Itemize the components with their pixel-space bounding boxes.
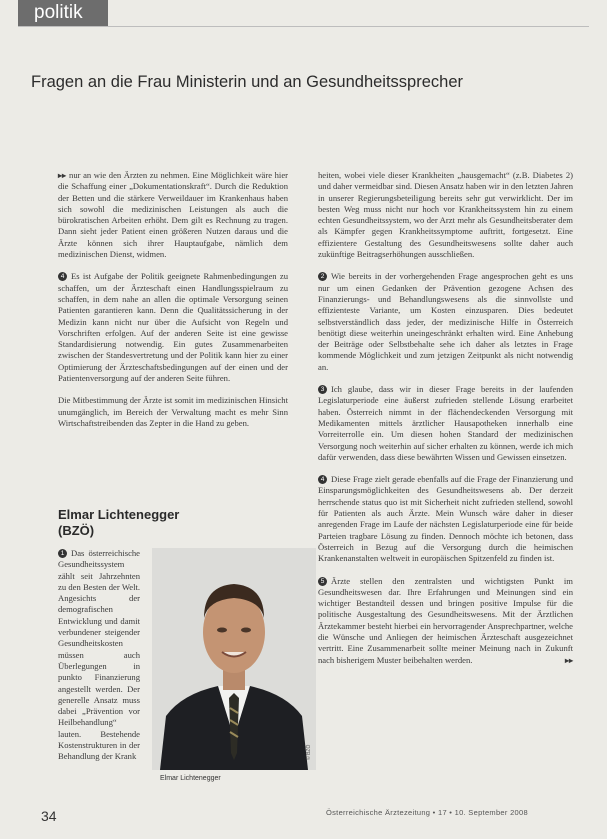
paragraph: 4 Es ist Aufgabe der Politik geeignete Rahmenbedingungen zu schaffen, um der Ärzteschaft einen Handlungsspielraum zu schaffen, in dem nahe an allen die optimale Versorgung seinen Patienten garantieren kann. Denn die Qualitätssicherung in der Medizin kann nicht nur über die Aufsicht von Regeln und Vorschriften erfolgen. Auf der anderen Seite ist eine gewisse Standardisierung notwendig. Ein gutes Zusammenarbeiten zwischen der Standesvertretung und der Politik kann hier zu einer Optimierung der Ärzteschaftsbedingungen auf der einen und der Patientenversorgung auf der anderen Seite führen. <box>58 271 288 384</box>
answer-number: 1 <box>58 549 67 558</box>
portrait-illustration <box>152 548 316 770</box>
arrow-icon: ▸▸ <box>58 171 67 180</box>
end-mark-icon: ▸▸ <box>564 655 573 665</box>
footer-text: Österreichische Ärztezeitung • 17 • 10. September 2008 <box>326 808 528 817</box>
answer-number: 4 <box>318 475 327 484</box>
photo-credit: © BZÖ <box>306 744 312 760</box>
wrap-column: 1 Das österreichische Gesundheitssystem zählt seit Jahrzehnten zu den Besten der Welt. Angesichts der demografischen Entwicklung und damit verbundener steigender Gesundheitskosten müssen auch Überlegungen in punkto Finanzierung angestellt werden. Der generelle Ansatz muss dabei „Prävention vor Heilbehandlung“ lauten. Bestehende Kostenstrukturen in der Behandlung der Krank <box>58 548 140 762</box>
portrait-photo <box>152 548 316 770</box>
left-column <box>58 170 288 440</box>
paragraph: 2 Wie bereits in der vorhergehenden Frage angesprochen geht es uns nur um einen Gedanken der Prävention gezogene Achsen des Finanzierungs- und Behandlungswesens als die sinnvollste und effizienteste Variante, um Kosten einzusparen. Dies bedeutet selbstverständlich dass jeder, der medizinische Hilfe in Österreich benötigt diese weiterhin uneingeschränkt erhalten wird. Eine Anhebung der Beiträge oder Selbstbehalte sehe ich daher als letztes in Frage kommende Möglichkeit und zum jetzigen Zeitpunkt als nicht notwendig an. <box>318 271 573 372</box>
speaker-party: (BZÖ) <box>58 523 95 538</box>
answer-number: 5 <box>318 577 327 586</box>
header-rule <box>18 26 589 27</box>
page-number: 34 <box>41 808 57 824</box>
answer-number: 3 <box>318 385 327 394</box>
paragraph: 5 Ärzte stellen den zentralsten und wichtigsten Punkt im Gesundheitswesen dar. Ihre Erfahrungen und Meinungen sind ein wichtiger Bestandteil dessen und bringen positive Impulse für die politische Ausgestaltung des Gesundheitswesens. Mit der Ärztlichen Ärztekammer besteht hierbei ein hervorragender Ansprechpartner, welche die Wünsche und Anliegen der heimischen Ärzteschaft ausgezeichnet vertritt. Eine Zusammenarbeit sollte meiner Meinung nach in Zukunft nach bisherigem Muster beibehalten werden. ▸▸ <box>318 575 573 665</box>
photo-caption: Elmar Lichtenegger <box>160 775 221 782</box>
paragraph: heiten, wobei viele dieser Krankheiten „hausgemacht“ (z.B. Diabetes 2) und daher vermeidbar sind. Diesen Ansatz haben wir in den letzten Jahren in unserer Regierungsbeteiligung bereits sehr gut verwirklicht. Der im besten Weg muss nicht nur hoch vor Krankheitssystem hin zu einem echten Gesundheitssystem, wo der Arzt mehr als Gesundheitsberater dem als Kämpfer gegen Krankheitssymptome auftritt, fortgesetzt. Eine effizientere Gestaltung des Gesundheitswesens sollte daher auch zukünftige Beitragserhöhungen ausschließen. <box>318 170 573 260</box>
section-tab: politik <box>18 0 108 26</box>
speaker-name: Elmar Lichtenegger <box>58 507 180 522</box>
answer-number: 4 <box>58 272 67 281</box>
paragraph: Die Mitbestimmung der Ärzte ist somit im medizinischen Hinsicht unumgänglich, im Bereich der Verwaltung macht es mehr Sinn Wirtschaftstreibenden das Zepter in die Hand zu geben. <box>58 395 288 428</box>
paragraph: 3 Ich glaube, dass wir in dieser Frage bereits in der laufenden Legislaturperiode eine äußerst zufrieden stellende Lösung erarbeitet haben. Österreich nimmt in der flächendeckenden Versorgung mit Medikamenten mittels ärztlicher Hausapotheken innerhalb eine Vorreiterrolle ein. Um diesen hohen Standard der medizinischen Versorgung noch weiterhin auf sicher erhalten zu können, werde ich mich dafür verwenden, dass diese bewährten Wissen und Gewissen einsetzen. <box>318 384 573 462</box>
page-headline: Fragen an die Frau Ministerin und an Gesundheitssprecher <box>31 73 463 91</box>
paragraph: 4 Diese Frage zielt gerade ebenfalls auf die Frage der Finanzierung und Einsparungsmöglichkeiten des Gesundheitswesens ab. Der derzeit herrschende status quo ist mit Sicherheit nicht zufrieden stellend, sowohl für Patienten als auch Ärzte. Mein Wunsch wäre daher in dieser anregenden Frage im Laufe der nächsten Legislaturperiode eine für beide Parteien tragbare Lösung zu finden. Dennoch möchte ich betonen, dass Österreich in Bezug auf die Versorgung durch die heimischen Krankenanstalten weltweit in europäischen Spitzenfeld zu finden ist. <box>318 474 573 564</box>
answer-number: 2 <box>318 272 327 281</box>
paragraph: ▸▸ nur an wie den Ärzten zu nehmen. Eine Möglichkeit wäre hier die Schaffung einer „Dokumentationskraft“. Durch die Reduktion der Betten und die stärkere Verweildauer im Krankenhaus haben sich sowohl die medizinischen Leistungen als auch die bürokratischen Arbeiten erhöht. Dem gilt es Rechnung zu tragen. Dann sieht jeder Patient einen größeren Nutzen daraus und die Ärzte können sich ihrer Hauptaufgabe, nämlich dem medizinischen Dienst, widmen. <box>58 170 288 260</box>
speaker-heading <box>58 507 179 539</box>
right-column <box>318 170 573 677</box>
